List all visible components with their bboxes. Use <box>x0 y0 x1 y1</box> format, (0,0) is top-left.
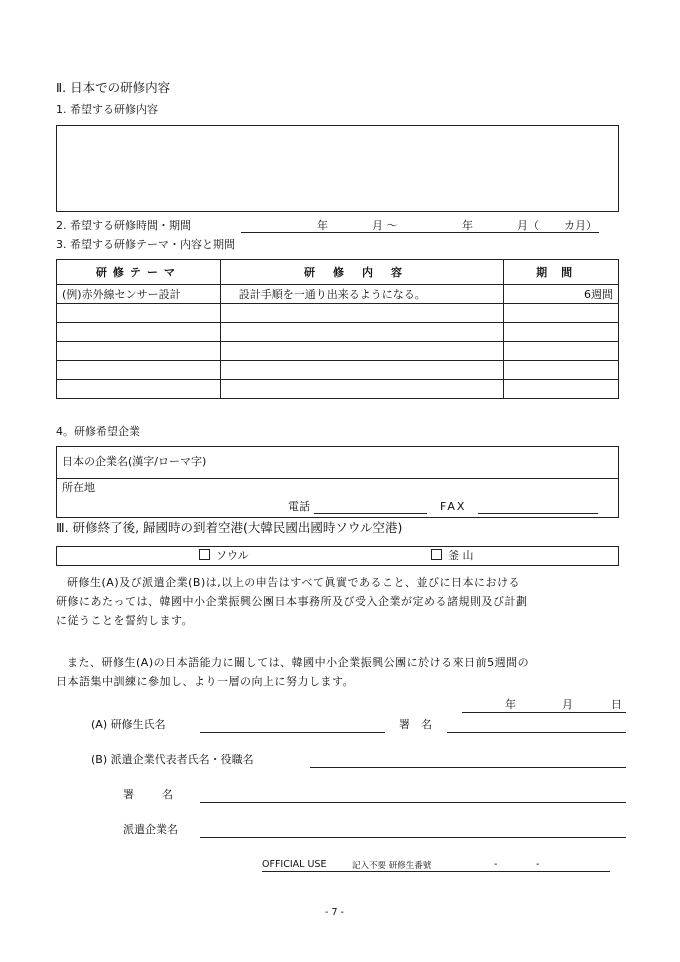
busan-label: 釜 山 <box>448 549 474 562</box>
table-row <box>57 380 619 399</box>
official-dash-2: - <box>536 859 540 870</box>
header-content: 研修内容 <box>220 260 504 285</box>
option-busan[interactable] <box>431 549 474 563</box>
cell-period[interactable] <box>504 323 619 342</box>
table-row <box>57 361 619 380</box>
q4-label: 4。研修希望企業 <box>56 425 140 438</box>
official-use-label: OFFICIAL USE <box>262 859 327 870</box>
phone-field[interactable] <box>314 513 427 514</box>
address-label: 所在地 <box>62 481 95 494</box>
table-row <box>57 304 619 323</box>
company-name-sign-label: 派遣企業名 <box>123 823 178 836</box>
phone-label: 電話 <box>288 500 310 513</box>
training-period-underline[interactable] <box>241 232 599 233</box>
cell-theme[interactable] <box>57 323 221 342</box>
q1-label: 1. 希望する研修内容 <box>56 103 158 116</box>
q2-year1: 年 <box>317 219 328 232</box>
desired-training-content-field[interactable] <box>56 125 619 212</box>
cell-theme[interactable]: (例)赤外線センサー設計 <box>57 285 221 304</box>
pledge-paragraph-2 <box>56 653 626 691</box>
seoul-label: ソウル <box>216 549 249 562</box>
date-day: 日 <box>611 698 622 711</box>
cell-theme[interactable] <box>57 342 221 361</box>
trainee-name-field[interactable] <box>200 732 385 733</box>
pledge-p2-line1: また、研修生(A)の日本語能力に關しては、韓國中小企業振興公團に於ける來日前5週間の <box>67 656 530 669</box>
section-2-title: Ⅱ. 日本での研修内容 <box>56 80 171 95</box>
cell-theme[interactable] <box>57 361 221 380</box>
section-3-title: Ⅲ. 研修終了後, 歸國時の到着空港(大韓民國出國時ソウル空港) <box>56 520 403 535</box>
pledge-p1-line3: に従うことを誓約します。 <box>56 614 194 627</box>
busan-checkbox[interactable] <box>431 549 442 560</box>
table-row <box>57 285 619 304</box>
q2-months: カ月） <box>564 219 597 232</box>
airport-choice-box <box>56 546 619 566</box>
date-month: 月 <box>562 698 573 711</box>
dispatch-company-field[interactable] <box>200 837 626 838</box>
cell-period[interactable]: 6週間 <box>504 285 619 304</box>
seoul-checkbox[interactable] <box>199 549 210 560</box>
date-year: 年 <box>505 698 516 711</box>
table-row <box>57 342 619 361</box>
pledge-p1-line2: 研修にあたっては、韓國中小企業振興公團日本事務所及び受入企業が定める諸規則及び計劃 <box>56 595 528 608</box>
cell-period[interactable] <box>504 380 619 399</box>
official-use-note: 記入不要 研修生番號 <box>352 861 432 871</box>
fax-label: FAX <box>440 500 467 513</box>
cell-period[interactable] <box>504 361 619 380</box>
rep-sign-label: 署 名 <box>123 788 175 801</box>
q2-year2: 年 <box>462 219 473 232</box>
q2-month2: 月（ <box>517 219 539 232</box>
cell-period[interactable] <box>504 304 619 323</box>
q2-label: 2. 希望する研修時間・期間 <box>56 219 191 232</box>
pledge-p1-line1: 研修生(A)及び派遣企業(B)は,以上の申告はすべて眞實であること、並びに日本における <box>67 576 521 589</box>
cell-content[interactable] <box>220 380 504 399</box>
trainee-name-label: (A) 研修生氏名 <box>91 718 166 731</box>
table-row <box>57 323 619 342</box>
official-use-field <box>262 871 610 872</box>
table-header-row <box>57 260 619 285</box>
cell-theme[interactable] <box>57 380 221 399</box>
rep-name-field[interactable] <box>310 767 626 768</box>
cell-period[interactable] <box>504 342 619 361</box>
rep-sign-field[interactable] <box>200 802 626 803</box>
training-theme-table <box>56 259 619 399</box>
q3-label: 3. 希望する研修テーマ・内容と期間 <box>56 238 235 251</box>
q2-month1: 月 ～ <box>372 219 398 232</box>
pledge-paragraph-1 <box>56 573 626 630</box>
trainee-sign-field[interactable] <box>447 732 626 733</box>
fax-field[interactable] <box>478 513 598 514</box>
cell-content[interactable] <box>220 361 504 380</box>
cell-content[interactable] <box>220 323 504 342</box>
header-theme: 研修テーマ <box>57 260 221 285</box>
trainee-sign-label: 署 名 <box>399 718 432 731</box>
cell-content[interactable]: 設計手順を一通り出来るようになる。 <box>220 285 504 304</box>
header-period: 期間 <box>504 260 619 285</box>
rep-label: (B) 派遣企業代表者氏名・役職名 <box>91 753 254 766</box>
page-number: - 7 - <box>325 907 344 918</box>
cell-content[interactable] <box>220 304 504 323</box>
company-name-label: 日本の企業名(漢字/ローマ字) <box>62 455 207 468</box>
cell-theme[interactable] <box>57 304 221 323</box>
option-seoul[interactable] <box>199 549 249 563</box>
date-field[interactable] <box>462 712 626 713</box>
company-divider <box>57 478 618 479</box>
official-dash-1: - <box>494 859 498 870</box>
cell-content[interactable] <box>220 342 504 361</box>
pledge-p2-line2: 日本語集中訓練に參加し、より一層の向上に努力します。 <box>56 675 355 688</box>
